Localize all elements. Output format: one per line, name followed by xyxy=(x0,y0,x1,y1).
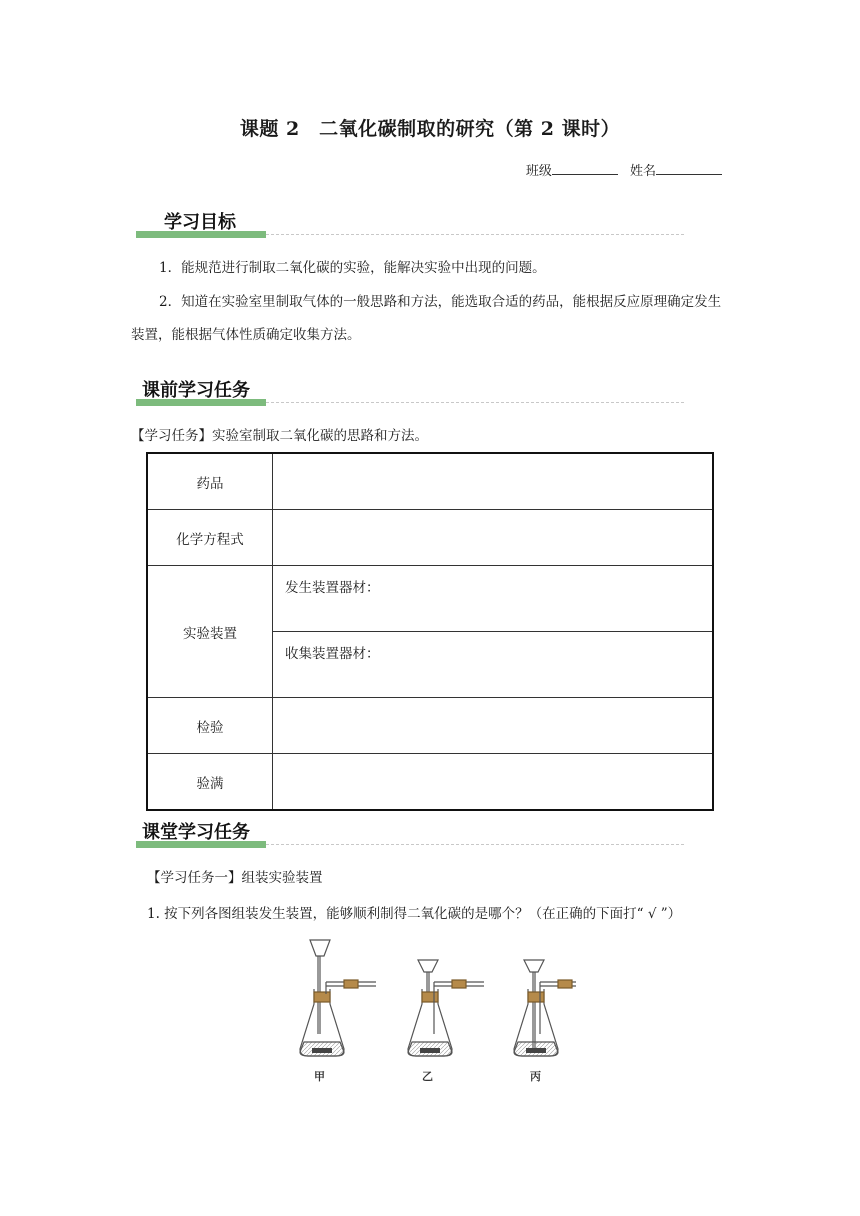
figure-label-yi: 乙 xyxy=(422,1070,433,1083)
section-title-goals: 学习目标 xyxy=(164,212,236,233)
figure-label-jia: 甲 xyxy=(314,1070,325,1083)
row-label-full: 验满 xyxy=(147,754,273,811)
apparatus-yi xyxy=(408,960,484,1056)
question-1: 1. 按下列各图组装发生装置，能够顺利制得二氧化碳的是哪个？（在正确的下面打“ √ ”） xyxy=(147,906,682,922)
section-pre xyxy=(136,376,684,406)
apparatus-bing xyxy=(514,960,576,1056)
section-class xyxy=(136,818,684,848)
figure-label-bing: 丙 xyxy=(530,1070,541,1083)
class-label: 班级 xyxy=(525,164,552,179)
section-goals xyxy=(136,208,684,238)
apparatus-drawings xyxy=(296,934,576,1069)
answer-cell-equation[interactable] xyxy=(273,510,714,566)
section-divider xyxy=(266,234,684,235)
apparatus-figure xyxy=(296,934,576,1084)
row-label-equation: 化学方程式 xyxy=(147,510,273,566)
answer-cell-test[interactable] xyxy=(273,698,714,754)
answer-cell-drug[interactable] xyxy=(273,453,714,510)
pre-task-intro: 【学习任务】实验室制取二氧化碳的思路和方法。 xyxy=(131,428,428,444)
answer-cell-generator[interactable]: 发生装置器材： xyxy=(273,566,714,632)
class-task-intro: 【学习任务一】组装实验装置 xyxy=(147,870,323,886)
row-label-drug: 药品 xyxy=(147,453,273,510)
section-title-class: 课堂学习任务 xyxy=(142,822,250,843)
row-label-apparatus: 实验装置 xyxy=(147,566,273,698)
class-blank[interactable] xyxy=(552,162,618,175)
apparatus-jia xyxy=(300,940,376,1056)
name-blank[interactable] xyxy=(656,162,722,175)
goal-item-2: 2．知道在实验室里制取气体的一般思路和方法，能选取合适的药品，能根据反应原理确定发生装置，能根据气体性质确定收集方法。 xyxy=(131,294,722,343)
section-divider xyxy=(266,844,684,845)
page-title: 课题 2 二氧化碳制取的研究（第 2 课时） xyxy=(239,118,621,140)
name-label: 姓名 xyxy=(629,164,656,179)
answer-cell-full[interactable] xyxy=(273,754,714,811)
section-divider xyxy=(266,402,684,403)
goal-item-1: 1．能规范进行制取二氧化碳的实验，能解决实验中出现的问题。 xyxy=(159,260,546,276)
row-label-test: 检验 xyxy=(147,698,273,754)
pre-task-table xyxy=(146,452,714,811)
answer-cell-collector[interactable]: 收集装置器材： xyxy=(273,632,714,698)
class-name-line xyxy=(526,160,730,179)
section-title-pre: 课前学习任务 xyxy=(142,380,250,401)
